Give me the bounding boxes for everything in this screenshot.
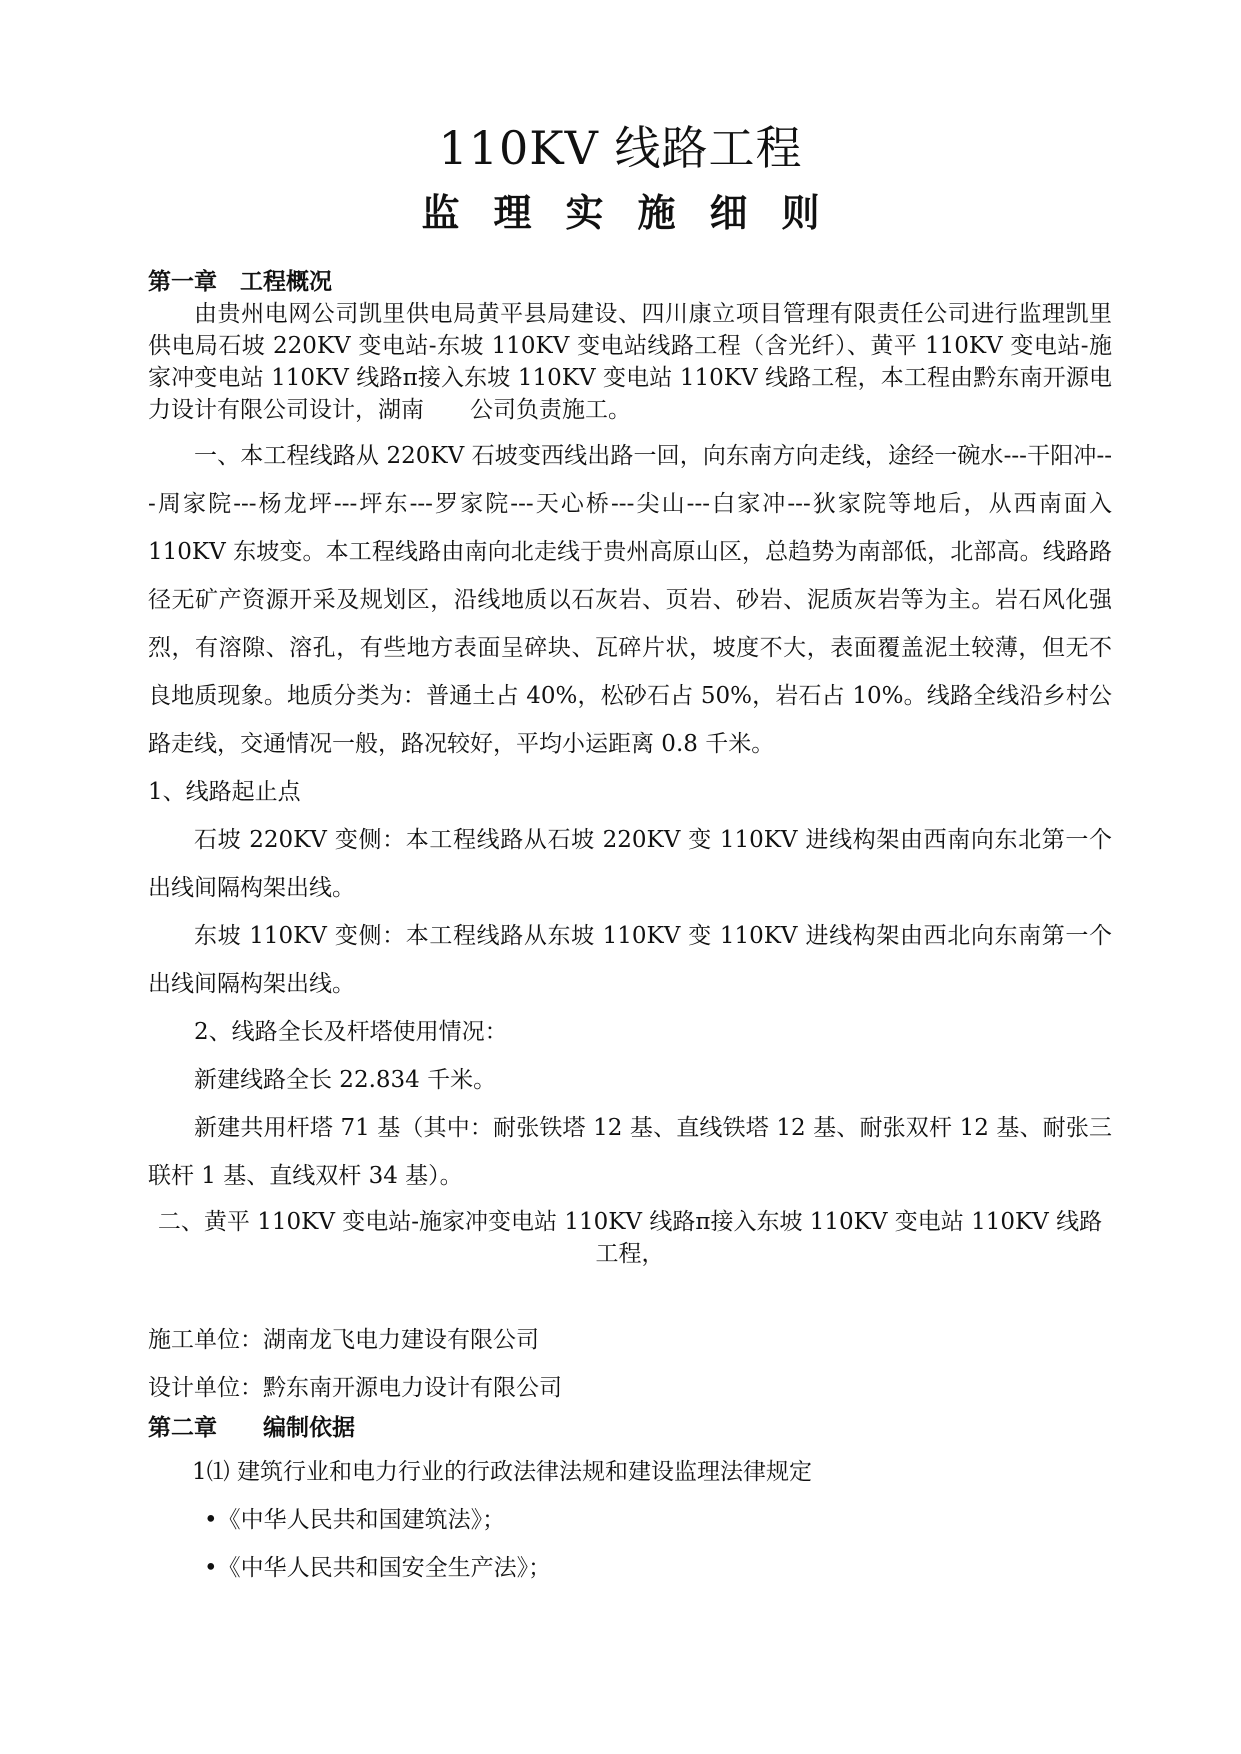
section1-paragraph: 一、本工程线路从 220KV 石坡变西线出路一回，向东南方向走线，途经一碗水---干阳冲---周家院---杨龙坪---坪东---罗家院---天心桥---尖山---白家冲---狄家院等地后，从西南面入 110KV 东坡变。本工程线路由南向北走线于贵州高原山区，总趋势为南部低，北部高。线路路径无矿产资源开采及规划区，沿线地质以石灰岩、页岩、砂岩、泥质灰岩等为主。岩石风化强烈，有溶隙、溶孔，有些地方表面呈碎块、瓦碎片状，坡度不大，表面覆盖泥土较薄，但无不良地质现象。地质分类为：普通土占 40%，松砂石占 50%，岩石占 10%。线路全线沿乡村公路走线，交通情况一般，路况较好，平均小运距离 0.8 千米。 (148, 443, 1112, 757)
design-unit: 设计单位：黔东南开源电力设计有限公司 (148, 1375, 562, 1401)
chapter2-heading: 第二章 编制依据 (148, 1415, 355, 1441)
basis-item-1: 1⑴ 建筑行业和电力行业的行政法律法规和建设监理法律规定 (192, 1459, 812, 1485)
item1-paragraph-a: 石坡 220KV 变侧：本工程线路从石坡 220KV 变 110KV 进线构架由西南向东北第一个出线间隔构架出线。 (148, 827, 1112, 901)
chapter1-intro: 由贵州电网公司凯里供电局黄平县局建设、四川康立项目管理有限责任公司进行监理凯里供电局石坡 220KV 变电站-东坡 110KV 变电站线路工程（含光纤）、黄平 110KV 变电站-施家冲变电站 110KV 线路π接入东坡 110KV 变电站 110KV 线路工程，本工程由黔东南开源电力设计有限公司设计，湖南 公司负责施工。 (148, 301, 1112, 423)
law-item: •《中华人民共和国安全生产法》； (204, 1555, 552, 1581)
section2-heading: 二、黄平 110KV 变电站-施家冲变电站 110KV 线路π接入东坡 110KV 变电站 110KV 线路工程， (157, 1209, 1103, 1267)
item2-paragraph-b: 新建共用杆塔 71 基（其中：耐张铁塔 12 基、直线铁塔 12 基、耐张双杆 12 基、耐张三联杆 1 基、直线双杆 34 基）。 (148, 1115, 1112, 1189)
construction-unit: 施工单位：湖南龙飞电力建设有限公司 (148, 1327, 539, 1353)
item1-paragraph-b: 东坡 110KV 变侧：本工程线路从东坡 110KV 变 110KV 进线构架由西北向东南第一个出线间隔构架出线。 (148, 923, 1112, 997)
document-body (148, 266, 1112, 1592)
law-item: •《中华人民共和国建筑法》； (204, 1507, 506, 1533)
document-subtitle: 监理实施细则 (421, 191, 854, 235)
chapter1-heading: 第一章 工程概况 (148, 269, 332, 295)
item1-title: 1、线路起止点 (148, 779, 301, 805)
document-title: 110KV 线路工程 (438, 121, 803, 175)
item2-paragraph-a: 新建线路全长 22.834 千米。 (194, 1067, 497, 1093)
item2-title: 2、线路全长及杆塔使用情况： (194, 1019, 508, 1045)
